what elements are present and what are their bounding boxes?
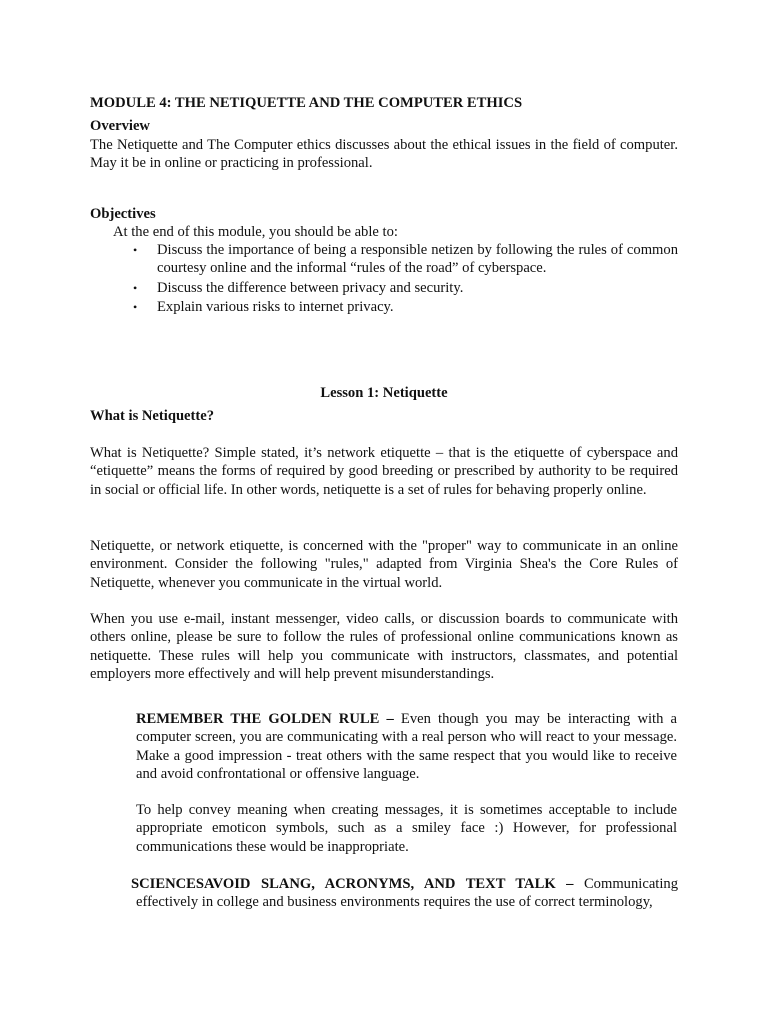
- objectives-list: [130, 241, 678, 318]
- objective-text: Explain various risks to internet privacy.: [157, 299, 394, 316]
- overview-text: The Netiquette and The Computer ethics discusses about the ethical issues in the field of computer. May it be in online or practicing in professional.: [90, 137, 678, 172]
- slang-second-line: effectively in college and business environments requires the use of correct terminology,: [136, 894, 653, 911]
- golden-rule-lead: REMEMBER THE GOLDEN RULE: [136, 711, 380, 727]
- objective-item: [130, 279, 678, 297]
- golden-rule-dash: –: [379, 711, 401, 727]
- bullet-icon: •: [133, 280, 138, 295]
- objectives-intro: At the end of this module, you should be able to:: [113, 224, 398, 240]
- slang-paragraph: [131, 875, 678, 912]
- emoticon-paragraph: To help convey meaning when creating messages, it is sometimes acceptable to include appropriate emoticon symbols, such as a smiley face :) However, for professional communications these would be inappropriate.: [136, 802, 677, 855]
- lesson-paragraph: When you use e-mail, instant messenger, video calls, or discussion boards to communicate with others online, please be sure to follow the rules of professional online communications known as netiquette. These rules will help you communicate with instructors, classmates, and potential employers more effectively and will help prevent misunderstandings.: [90, 611, 678, 683]
- golden-rule-paragraph: [136, 710, 677, 784]
- module-title: MODULE 4: THE NETIQUETTE AND THE COMPUTER ETHICS: [90, 95, 523, 111]
- objectives-heading: Objectives: [90, 206, 156, 222]
- slang-text-line1: Communicating: [583, 876, 678, 892]
- lesson-heading: What is Netiquette?: [90, 408, 215, 424]
- lesson-paragraph: Netiquette, or network etiquette, is concerned with the "proper" way to communicate in an online environment. Consider the following "rules," adapted from Virginia Shea's the Core Rules of Netiquette, whenever you communicate in the virtual world.: [90, 538, 678, 591]
- overview-heading: Overview: [90, 118, 150, 134]
- lesson-title: Lesson 1: Netiquette: [320, 385, 448, 401]
- slang-lead: SCIENCESAVOID SLANG, ACRONYMS, AND TEXT TALK: [131, 876, 556, 892]
- slang-first-line: [131, 875, 678, 893]
- objective-text: Discuss the importance of being a responsible netizen by following the rules of common courtesy online and the informal “rules of the road” of cyberspace.: [157, 242, 678, 277]
- golden-rule-text: Even though you may be interacting with a computer screen, you are communicating with a real person who will react to your message. Make a good impression - treat others with the same respect that you would like to receive and avoid confrontational or offensive language.: [136, 711, 678, 783]
- bullet-icon: •: [133, 243, 138, 257]
- objective-item: [130, 298, 678, 316]
- slang-dash: –: [555, 876, 584, 892]
- lesson-paragraph: What is Netiquette? Simple stated, it’s network etiquette – that is the etiquette of cyberspace and “etiquette” means the forms of required by good breeding or prescribed by authority to be required in social or official life. In other words, netiquette is a set of rules for behaving properly online.: [90, 445, 678, 498]
- objective-item: [130, 241, 678, 278]
- bullet-icon: •: [133, 300, 138, 315]
- objective-text: Discuss the difference between privacy and security.: [157, 279, 464, 296]
